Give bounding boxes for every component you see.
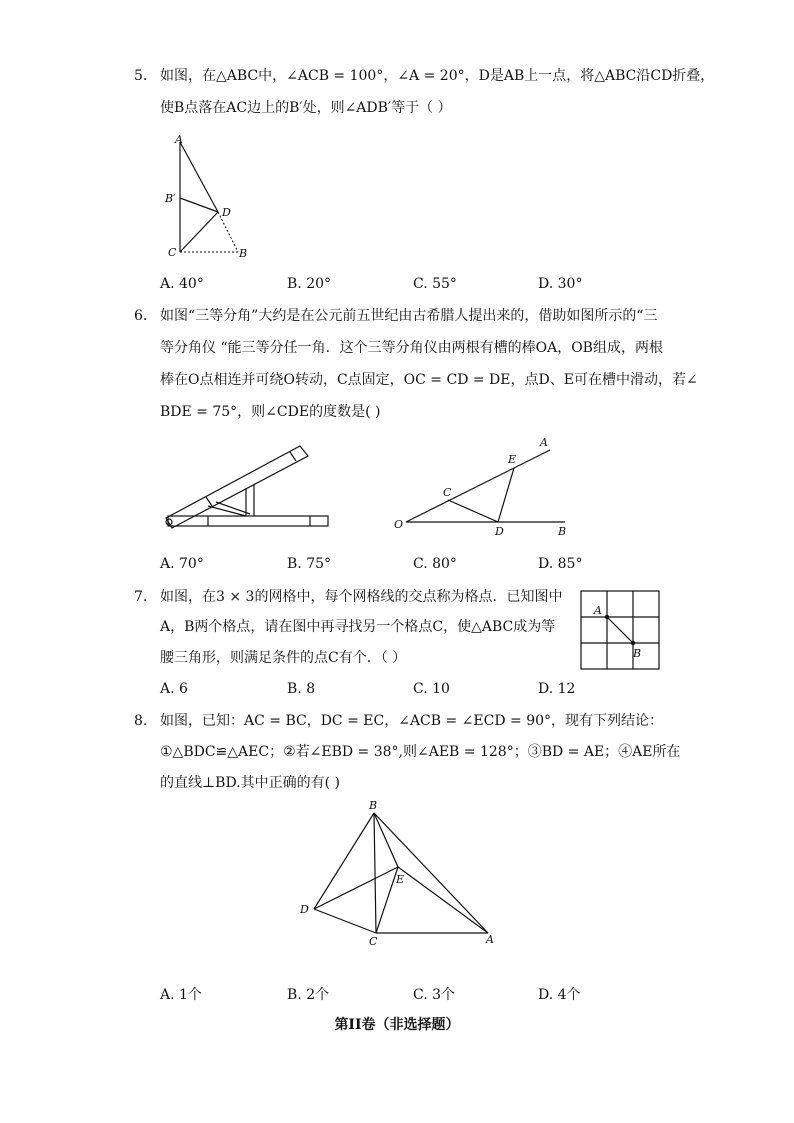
q6-option-a: A. 70° [160,556,204,572]
q6-label-b: B [558,525,567,538]
q5-option-d: D. 30° [538,276,583,292]
q5-text-line1: 如图，在△ABC中，∠ACB = 100°，∠A = 20°，D是AB上一点，将△ABC沿CD折叠， [160,68,715,84]
q6-option-d: D. 85° [538,556,583,572]
q8-text-line2: ①△BDC≌△AEC；②若∠EBD = 38°,则∠AEB = 128°；③BD = AE；④AE所在 [160,744,681,760]
q8-number: 8. [134,713,148,729]
q8-option-d: D. 4个 [538,987,581,1003]
q7-text-line1: 如图，在3 × 3的网格中，每个网格线的交点称为格点．已知图中 [160,589,563,605]
q7-option-b: B. 8 [287,681,316,697]
q8-text-line3: 的直线⊥BD.其中正确的有( ) [160,775,341,791]
q8-label-e: E [396,873,405,886]
q7-text-line2: A，B两个格点，请在图中再寻找另一个格点C，使△ABC成为等 [160,619,556,635]
q7-text-line3: 腰三角形，则满足条件的点C有个．（ ） [160,650,407,666]
q6-label-e: E [508,453,517,466]
q7-option-c: C. 10 [413,681,450,697]
q8-option-a: A. 1个 [160,987,202,1003]
q6-label-o: O [394,518,404,531]
q5-option-b: B. 20° [287,276,332,292]
q5-label-a: A [175,133,183,146]
q6-text-line3: 棒在O点相连并可绕O转动，C点固定，OC = CD = DE，点D、E可在槽中滑动，若∠ [160,372,698,388]
q5-option-c: C. 55° [413,276,457,292]
q8-label-a: A [486,933,494,946]
q6-label-a: A [540,436,548,449]
q5-number: 5. [134,68,148,84]
q8-figure [290,795,510,955]
q5-label-b: B [239,247,248,260]
q8-text-line1: 如图，已知：AC = BC，DC = EC，∠ACB = ∠ECD = 90°，现有下列结论： [160,713,664,729]
q8-option-c: C. 3个 [413,987,456,1003]
section-title: 第II卷（非选择题） [334,1017,460,1033]
q8-label-d: D [300,903,309,916]
q8-label-c: C [369,935,378,948]
q7-label-a: A [594,604,602,617]
q6-text-line1: 如图“三等分角”大约是在公元前五世纪由古希腊人提出来的，借助如图所示的“三 [160,308,658,324]
q6-option-c: C. 80° [413,556,457,572]
q7-option-a: A. 6 [160,681,188,697]
q8-label-b: B [369,799,378,812]
q5-label-d: D [222,206,231,219]
q6-number: 6. [134,308,148,324]
q5-label-bprime: B′ [165,192,176,205]
q6-text-line2: 等分角仪 “能三等分任一角．这个三等分角仪由两根有槽的棒OA，OB组成，两根 [160,340,663,356]
q7-number: 7. [134,589,148,605]
q5-option-a: A. 40° [160,276,204,292]
q6-trisector-figure [160,440,340,540]
q8-option-b: B. 2个 [287,987,330,1003]
q6-label-d: D [495,525,504,538]
q6-label-c: C [443,486,452,499]
q7-label-b: B [633,647,642,660]
q6-angle-diagram [390,432,590,542]
q7-option-d: D. 12 [538,681,576,697]
q5-text-line2: 使B点落在AC边上的B′处，则∠ADB′等于（ ） [160,100,452,116]
q7-grid-figure [580,590,662,672]
q5-label-c: C [168,246,177,259]
q6-text-line4: BDE = 75°，则∠CDE的度数是( ) [160,404,381,420]
q6-option-b: B. 75° [287,556,332,572]
q5-figure [160,130,260,270]
